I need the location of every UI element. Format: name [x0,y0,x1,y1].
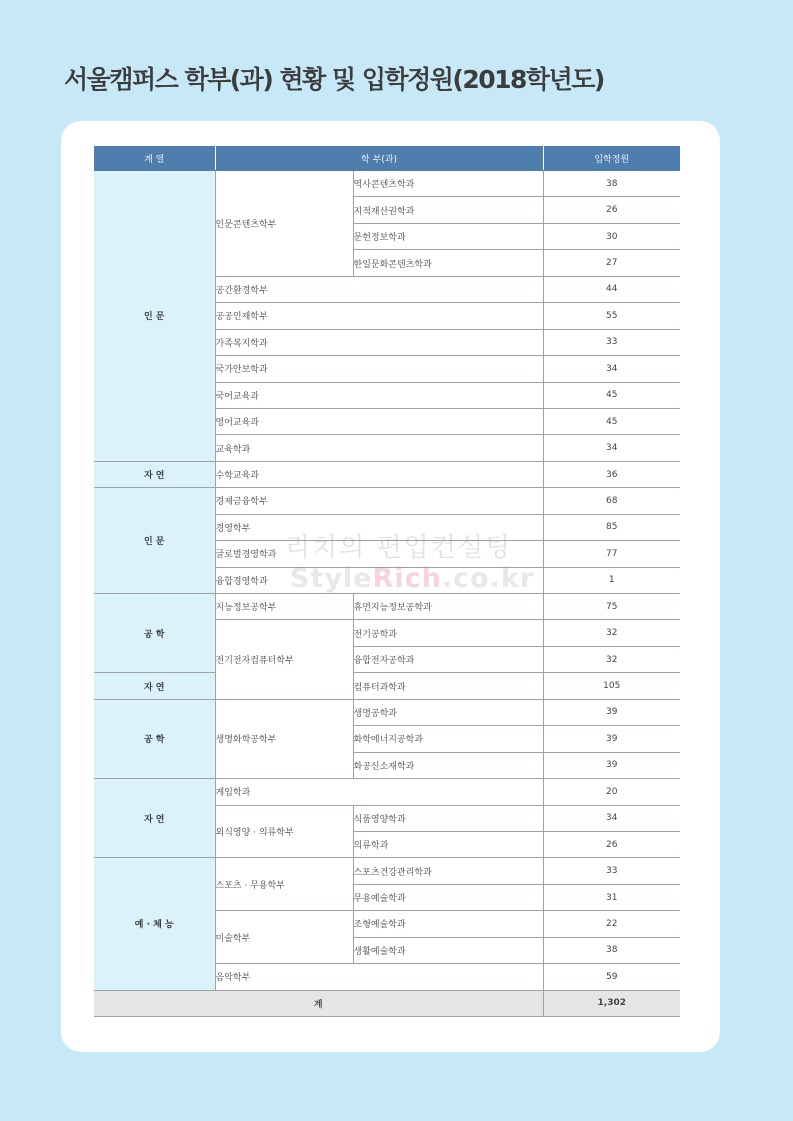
quota-cell: 22 [543,911,680,937]
category-cell: 자 연 [94,779,215,858]
major-cell: 문헌정보학과 [353,223,543,249]
table-row [94,488,680,514]
category-cell: 인 문 [94,488,215,594]
total-value: 1,302 [543,990,680,1016]
quota-cell: 77 [543,541,680,567]
department-cell: 전기전자컴퓨터학부 [215,620,353,699]
total-row [94,990,680,1016]
department-cell: 국어교육과 [215,382,543,408]
department-cell: 교육학과 [215,435,543,461]
department-cell: 공간환경학부 [215,276,543,302]
department-cell: 생명화학공학부 [215,699,353,778]
major-cell: 화공신소재학과 [353,752,543,778]
department-cell: 글로벌경영학과 [215,541,543,567]
department-cell: 인문콘텐츠학부 [215,171,353,277]
department-cell: 스포츠 · 무용학부 [215,858,353,911]
quota-cell: 75 [543,594,680,620]
major-cell: 컴퓨터과학과 [353,673,543,699]
table-row [94,673,680,699]
department-cell: 국가안보학과 [215,356,543,382]
department-cell: 미술학부 [215,911,353,964]
department-cell: 공공인재학부 [215,303,543,329]
quota-cell: 33 [543,329,680,355]
watermark-url-part2: Rich [372,563,442,594]
category-cell: 자 연 [94,461,215,487]
major-cell: 전기공학과 [353,620,543,646]
quota-cell: 32 [543,646,680,672]
quota-cell: 30 [543,223,680,249]
quota-cell: 44 [543,276,680,302]
quota-cell: 36 [543,461,680,487]
department-cell: 게임학과 [215,779,543,805]
quota-cell: 38 [543,171,680,197]
table-row [94,171,680,197]
table-header-row [94,146,680,171]
major-cell: 스포츠건강관리학과 [353,858,543,884]
admission-table [94,146,680,1017]
quota-cell: 32 [543,620,680,646]
quota-cell: 85 [543,514,680,540]
major-cell: 휴먼지능정보공학과 [353,594,543,620]
quota-cell: 55 [543,303,680,329]
header-department: 학 부(과) [215,146,543,171]
major-cell: 역사콘텐츠학과 [353,171,543,197]
major-cell: 지적재산권학과 [353,197,543,223]
major-cell: 화학에너지공학과 [353,726,543,752]
major-cell: 생명공학과 [353,699,543,725]
watermark-url-part3: .co.kr [441,563,535,594]
category-cell: 인 문 [94,171,215,462]
total-label: 계 [94,990,543,1016]
quota-cell: 68 [543,488,680,514]
quota-cell: 1 [543,567,680,593]
major-cell: 조형예술학과 [353,911,543,937]
major-cell: 식품영양학과 [353,805,543,831]
quota-cell: 34 [543,435,680,461]
watermark-text: 리치의 편입컨설팅 [285,533,513,563]
department-cell: 영어교육과 [215,408,543,434]
major-cell: 한일문화콘텐츠학과 [353,250,543,276]
major-cell: 무용예술학과 [353,884,543,910]
category-cell: 공 학 [94,594,215,673]
table-row [94,594,680,620]
quota-cell: 105 [543,673,680,699]
quota-cell: 45 [543,382,680,408]
quota-cell: 31 [543,884,680,910]
table-row [94,858,680,884]
watermark-url-part1: Style [290,563,373,594]
quota-cell: 26 [543,197,680,223]
quota-cell: 34 [543,805,680,831]
department-cell: 음악학부 [215,964,543,990]
department-cell: 경제금융학부 [215,488,543,514]
quota-cell: 59 [543,964,680,990]
department-cell: 외식영양 · 의류학부 [215,805,353,858]
quota-cell: 34 [543,356,680,382]
table-row [94,779,680,805]
quota-cell: 39 [543,699,680,725]
major-cell: 융합전자공학과 [353,646,543,672]
category-cell: 예 · 체 능 [94,858,215,990]
major-cell: 의류학과 [353,831,543,857]
table-row [94,699,680,725]
quota-cell: 20 [543,779,680,805]
quota-cell: 39 [543,752,680,778]
department-cell: 지능정보공학부 [215,594,353,620]
major-cell: 생활예술학과 [353,937,543,963]
quota-cell: 26 [543,831,680,857]
header-quota: 입학정원 [543,146,680,171]
department-cell: 융합경영학과 [215,567,543,593]
department-cell: 경영학부 [215,514,543,540]
quota-cell: 33 [543,858,680,884]
quota-cell: 27 [543,250,680,276]
department-cell: 수학교육과 [215,461,543,487]
page-title: 서울캠퍼스 학부(과) 현황 및 입학정원(2018학년도) [64,65,604,94]
quota-cell: 45 [543,408,680,434]
quota-cell: 38 [543,937,680,963]
header-category: 계 열 [94,146,215,171]
department-cell: 가족복지학과 [215,329,543,355]
table-row [94,461,680,487]
quota-cell: 39 [543,726,680,752]
category-cell: 자 연 [94,673,215,699]
category-cell: 공 학 [94,699,215,778]
